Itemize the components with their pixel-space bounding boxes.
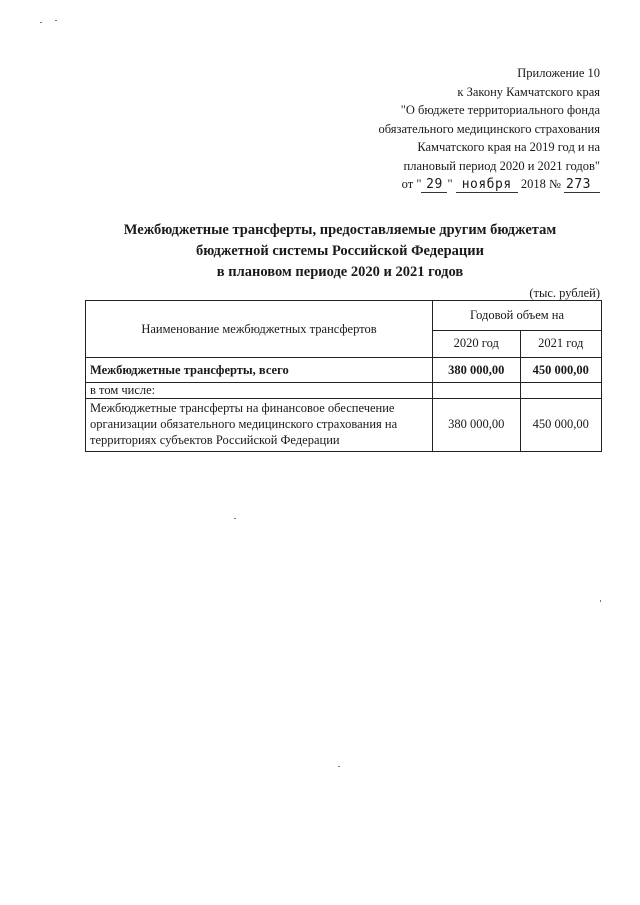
appendix-line: "О бюджете территориального фонда (400, 103, 600, 117)
row-value-2021 (520, 383, 601, 399)
column-header-2021: 2021 год (520, 330, 601, 357)
appendix-line: Камчатского края на 2019 год и на (417, 140, 600, 154)
title-line: бюджетной системы Российской Федерации (196, 243, 484, 259)
number-sign: № (548, 177, 561, 191)
row-value-2021: 450 000,00 (520, 399, 601, 452)
scan-speck (600, 600, 601, 602)
appendix-line: Приложение 10 (517, 66, 600, 80)
date-quote-close: " (447, 177, 453, 191)
row-value-2021: 450 000,00 (520, 358, 601, 383)
scan-speck (338, 766, 340, 767)
table-row (86, 399, 602, 452)
law-date-line (378, 175, 600, 194)
column-header-group: Годовой объем на (433, 301, 602, 331)
title-line: Межбюджетные трансферты, предоставляемые другим бюджетам (123, 222, 557, 238)
row-name: в том числе: (86, 383, 433, 399)
scan-speck (234, 518, 236, 519)
table-header-row (86, 301, 602, 331)
appendix-line: плановый период 2020 и 2021 годов" (403, 158, 600, 173)
row-name: Межбюджетные трансферты на финансовое обеспечение организации обязательного медицинского страхования на территориях субъектов Российской Федерации (86, 399, 433, 452)
transfers-table (85, 300, 602, 452)
date-month: ноября (456, 178, 518, 193)
scan-speck (55, 20, 57, 21)
document-title (80, 220, 600, 283)
scan-speck (40, 22, 42, 23)
column-header-2020: 2020 год (433, 330, 521, 357)
law-number: 273 (564, 178, 600, 193)
row-value-2020: 380 000,00 (433, 399, 521, 452)
appendix-header (378, 64, 600, 194)
date-day: 29 (421, 178, 447, 193)
table-row (86, 383, 602, 399)
table-row (86, 358, 602, 383)
row-name: Межбюджетные трансферты, всего (86, 358, 433, 383)
date-prefix: от " (401, 177, 422, 191)
row-value-2020 (433, 383, 521, 399)
column-header-name: Наименование межбюджетных трансфертов (86, 301, 433, 358)
row-value-2020: 380 000,00 (433, 358, 521, 383)
unit-label: (тыс. рублей) (529, 286, 600, 300)
appendix-line: к Закону Камчатского края (457, 84, 600, 99)
appendix-line: обязательного медицинского страхования (378, 121, 600, 136)
date-year: 2018 (520, 177, 546, 191)
title-line: в плановом периоде 2020 и 2021 годов (216, 264, 464, 280)
